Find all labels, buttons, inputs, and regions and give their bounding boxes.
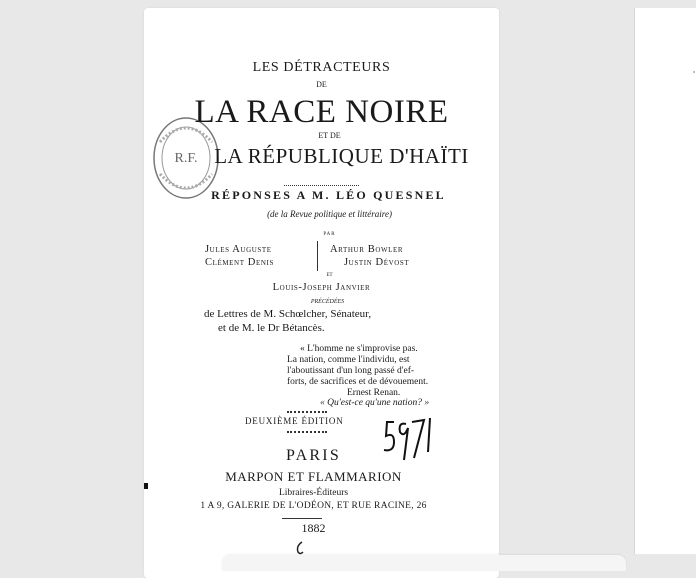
title-main: LA RACE NOIRE <box>194 94 449 130</box>
viewer-toolbar[interactable] <box>222 555 626 571</box>
imprint-city: PARIS <box>286 447 341 464</box>
year-rule <box>282 518 322 519</box>
ink-dot <box>144 483 148 489</box>
author-name: Louis-Joseph Janvier <box>272 282 371 293</box>
title-line-1: LES DÉTRACTEURS <box>252 60 391 75</box>
author-separator <box>317 241 318 271</box>
publisher-role: Libraires-Éditeurs <box>278 488 349 498</box>
edition-rule <box>287 411 327 413</box>
publisher-address: 1 A 9, GALERIE DE L'ODÉON, ET RUE RACINE, 26 <box>200 501 427 511</box>
epigraph-source: « Qu'est-ce qu'une nation? » <box>320 398 430 408</box>
edition-label: DEUXIÈME ÉDITION <box>245 416 344 426</box>
svg-text:R.F.: R.F. <box>174 151 198 166</box>
letters-line: et de M. le Dr Bétancès. <box>218 322 325 334</box>
title-line-3: LA RÉPUBLIQUE D'HAÏTI <box>214 144 469 168</box>
author-name: Jules Auguste <box>205 244 272 255</box>
subtitle: RÉPONSES A M. LÉO QUESNEL <box>211 188 446 202</box>
revue-note: (de la Revue politique et littéraire) <box>267 209 392 219</box>
edition-rule <box>287 431 327 433</box>
epigraph-line: La nation, comme l'individu, est <box>287 355 410 365</box>
epigraph-line: « L'homme ne s'improvise pas. <box>300 344 418 354</box>
next-page <box>634 8 696 554</box>
author-name: Clément Denis <box>205 257 274 268</box>
page-mark <box>693 71 695 73</box>
publisher-name: MARPON ET FLAMMARION <box>225 469 402 484</box>
title-de: DE <box>316 80 327 89</box>
title-et-de: ET DE <box>318 131 341 140</box>
divider-rule <box>284 185 359 186</box>
page-title-page <box>144 8 499 578</box>
author-name: Arthur Bowler <box>330 244 404 255</box>
publication-year: 1882 <box>301 521 326 535</box>
author-name: Justin Dévost <box>344 257 410 268</box>
letters-line: de Lettres de M. Schœlcher, Sénateur, <box>204 308 372 320</box>
ink-mark-icon <box>294 540 306 556</box>
par-label: PAR <box>323 232 336 237</box>
epigraph-line: forts, de sacrifices et de dévouement. <box>287 377 429 387</box>
epigraph-attribution: Ernest Renan. <box>347 388 401 398</box>
epigraph-line: l'aboutissant d'un long passé d'ef- <box>287 366 415 376</box>
et-label: ET <box>326 273 333 278</box>
precedees-label: PRÉCÉDÉES <box>310 299 345 305</box>
